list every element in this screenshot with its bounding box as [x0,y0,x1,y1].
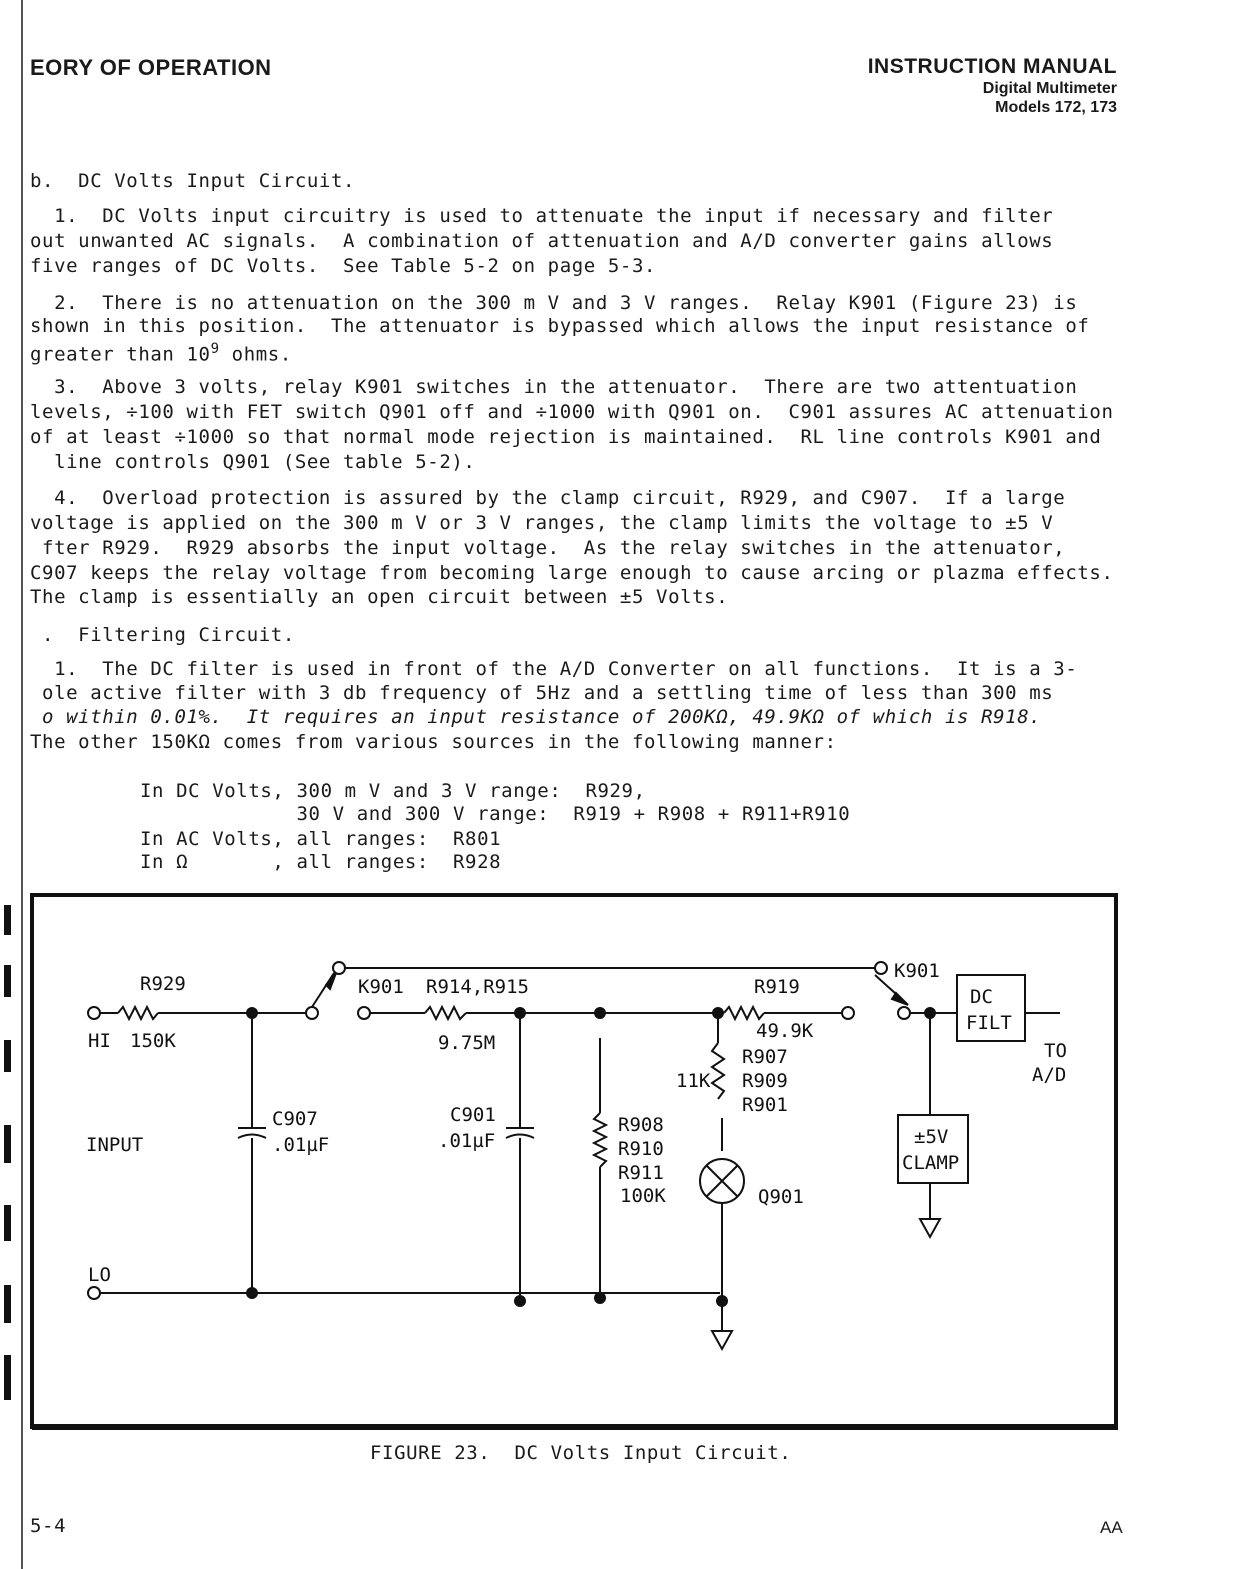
paragraph-4-line: fter R929. R929 absorbs the input voltage. As the relay switches in the attenuator, [30,537,1066,559]
ground-symbol [920,1219,940,1237]
junction-node [595,1293,605,1303]
r929-label: R929 [140,973,186,995]
k901-contact [842,1007,854,1019]
r908-label: R908 [618,1114,664,1136]
margin-mark [4,1285,11,1323]
margin-mark [4,1125,11,1163]
source-list-line: In DC Volts, 300 m V and 3 V range: R929, [140,780,646,802]
dc-label: DC [970,986,993,1008]
paragraph-3-line: 3. Above 3 volts, relay K901 switches in the attenuator. There are two attentuation [30,376,1078,398]
paragraph-3-line: line controls Q901 (See table 5-2). [30,451,476,473]
k901-contact [358,1007,370,1019]
revision-code: AA [1100,1518,1123,1537]
paragraph-5-line: 1. The DC filter is used in front of the A/D Converter on all functions. It is a 3- [30,658,1078,680]
r909-label: R909 [742,1070,788,1092]
r907-value: 11K [676,1070,711,1092]
figure-caption: FIGURE 23. DC Volts Input Circuit. [370,1442,792,1464]
input-label: INPUT [86,1134,144,1156]
k901-pivot [333,962,345,974]
paragraph-5-line: ole active filter with 3 db frequency of 5Hz and a settling time of less than 300 ms [30,682,1054,704]
left-margin-line [21,0,23,1569]
source-list-line: In AC Volts, all ranges: R801 [140,828,502,850]
r919-value: 49.9K [756,1020,814,1042]
clamp-voltage-label: ±5V [914,1126,949,1148]
clamp-label: CLAMP [902,1152,960,1174]
ground-symbol [712,1331,732,1349]
heading-c: . Filtering Circuit. [30,624,295,646]
r919-resistor [724,1007,764,1019]
margin-mark [4,1355,11,1400]
paragraph-3-line: levels, ÷100 with FET switch Q901 off and ÷1000 with Q901 on. C901 assures AC attenuation [30,401,1114,423]
junction-node [595,1008,605,1018]
r907-label: R907 [742,1046,788,1068]
r907-resistor [712,1043,724,1099]
paragraph-2-line: greater than $10^9$ ohms. [30,341,292,366]
manual-models: Models 172, 173 [995,99,1117,116]
junction-node [925,1008,935,1018]
heading-b: b. DC Volts Input Circuit. [30,170,356,192]
r919-label: R919 [754,976,800,998]
paragraph-5-line: The other 150KΩ comes from various sources in the following manner: [30,731,837,753]
margin-mark [4,1205,11,1241]
paragraph-1-line: 1. DC Volts input circuitry is used to attenuate the input if necessary and filter [30,205,1054,227]
page-number: 5-4 [30,1515,67,1537]
source-list-line: In Ω , all ranges: R928 [140,851,502,873]
section-title: EORY OF OPERATION [30,55,272,80]
paragraph-4-line: 4. Overload protection is assured by the clamp circuit, R929, and C907. If a large [30,487,1066,509]
k901-pivot [875,962,887,974]
hi-label: HI [88,1030,111,1052]
c901-value: .01µF [438,1130,496,1152]
manual-title: INSTRUCTION MANUAL [867,55,1117,78]
r908-resistor [594,1113,606,1167]
c907-value: .01µF [272,1134,330,1156]
q901-label: Q901 [758,1186,804,1208]
r911-label: R911 [618,1162,664,1184]
r914-value: 9.75M [438,1032,496,1054]
to-label: TO [1044,1040,1067,1062]
junction-node [713,1008,723,1018]
k901-contact [898,1007,910,1019]
margin-mark [4,1040,11,1072]
r914-resistor [425,1007,466,1019]
margin-mark [4,905,11,935]
paragraph-1-line: out unwanted AC signals. A combination of attenuation and A/D converter gains allows [30,230,1054,252]
junction-node [515,1296,525,1306]
c901-label: C901 [450,1104,496,1126]
c907-label: C907 [272,1108,318,1130]
k901-contact [306,1007,318,1019]
lo-terminal [88,1287,100,1299]
lo-label: LO [88,1264,111,1286]
r901-label: R901 [742,1094,788,1116]
hi-terminal [88,1007,100,1019]
margin-mark [4,965,11,997]
paragraph-1-line: five ranges of DC Volts. See Table 5-2 on page 5-3. [30,255,657,277]
paragraph-4-line: voltage is applied on the 300 m V or 3 V ranges, the clamp limits the voltage to ±5 V [30,512,1054,534]
source-list-line: 30 V and 300 V range: R919 + R908 + R911+R910 [140,803,851,825]
r929-value: 150K [130,1030,176,1052]
k901-label: K901 [358,976,404,998]
dc-volts-schematic [30,893,1120,1431]
paragraph-4-line: The clamp is essentially an open circuit between ±5 Volts. [30,586,729,608]
manual-subtitle: Digital Multimeter [982,80,1117,97]
ad-label: A/D [1032,1064,1067,1086]
r910-label: R910 [618,1138,664,1160]
filt-label: FILT [966,1012,1012,1034]
paragraph-5-line: o within 0.01%. It requires an input resistance of 200KΩ, 49.9KΩ of which is R918. [30,706,1042,728]
paragraph-3-line: of at least ÷1000 so that normal mode rejection is maintained. RL line controls K901 and [30,426,1102,448]
paragraph-2-line: 2. There is no attenuation on the 300 m V and 3 V ranges. Relay K901 (Figure 23) is [30,292,1078,314]
manual-header [868,55,1117,117]
paragraph-4-line: C907 keeps the relay voltage from becoming large enough to cause arcing or plazma effects. [30,562,1114,584]
paragraph-2-line: shown in this position. The attenuator is bypassed which allows the input resistance of [30,315,1090,337]
r914-label: R914,R915 [426,976,529,998]
k901-label-b: K901 [894,960,940,982]
r929-resistor [118,1007,158,1019]
r908-value: 100K [620,1185,666,1207]
